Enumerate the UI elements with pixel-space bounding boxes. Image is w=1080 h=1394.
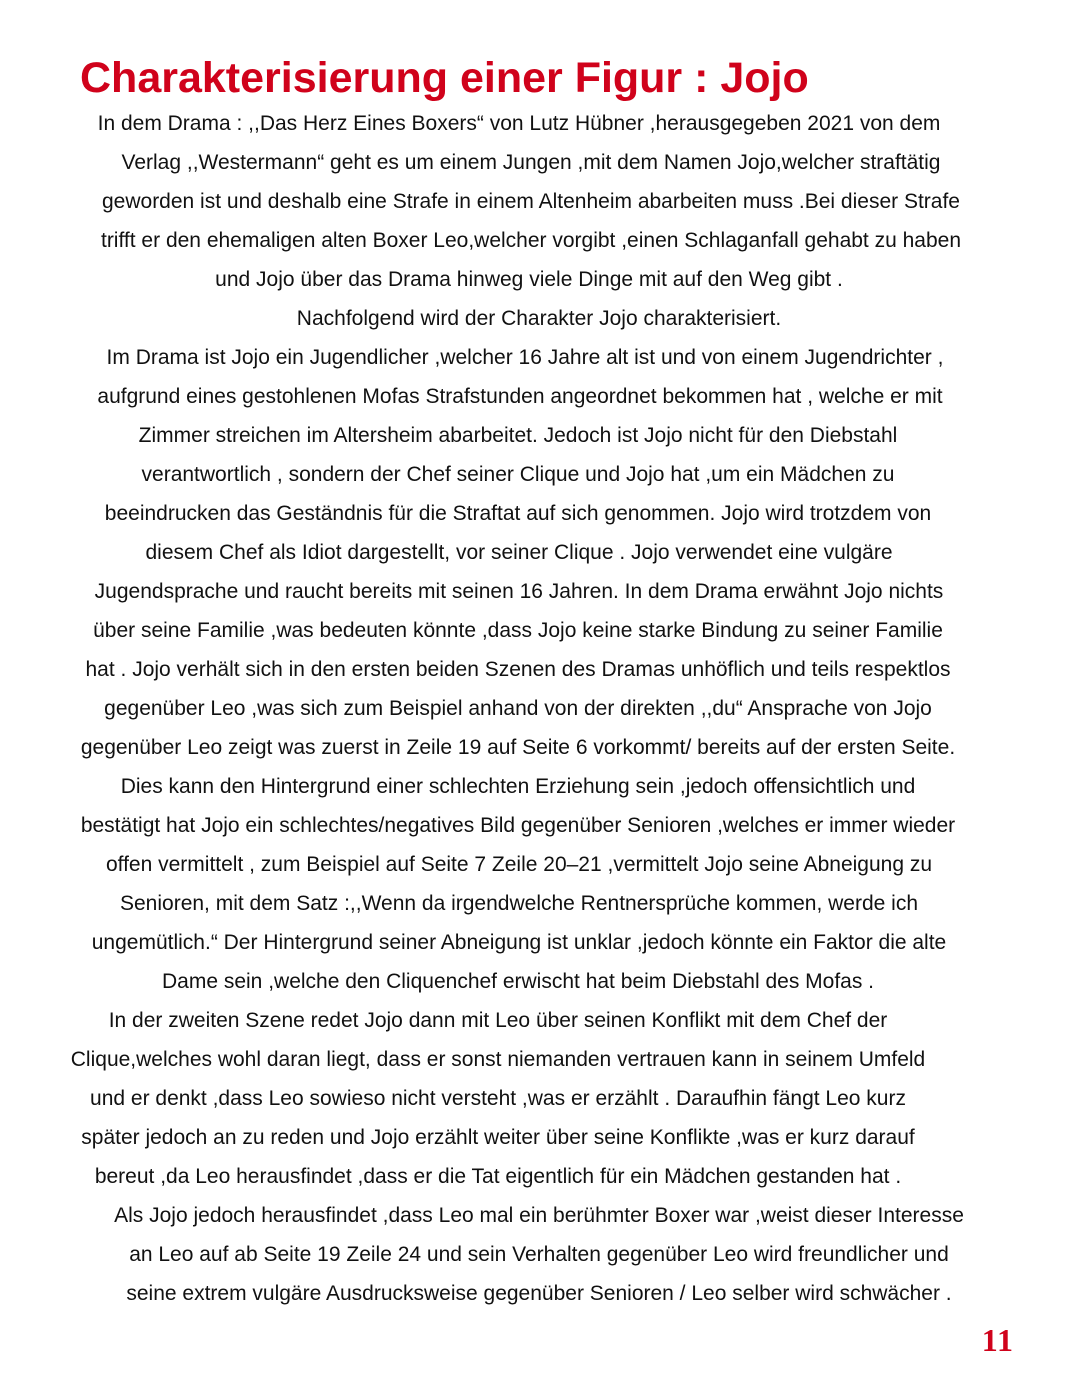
text-line: bestätigt hat Jojo ein schlechtes/negatives Bild gegenüber Senioren ,welches er immer wieder xyxy=(80,814,956,837)
text-line: aufgrund eines gestohlenen Mofas Strafstunden angeordnet bekommen hat , welche er mit xyxy=(97,385,943,408)
text-line: ungemütlich.“ Der Hintergrund seiner Abneigung ist unklar ,jedoch könnte ein Faktor die alte xyxy=(91,931,947,954)
text-line: Jugendsprache und raucht bereits mit seinen 16 Jahren. In dem Drama erwähnt Jojo nichts xyxy=(94,580,944,603)
text-line: an Leo auf ab Seite 19 Zeile 24 und sein Verhalten gegenüber Leo wird freundlicher und xyxy=(129,1243,949,1266)
text-line: offen vermittelt , zum Beispiel auf Seite 7 Zeile 20–21 ,vermittelt Jojo seine Abneigung zu xyxy=(105,853,933,876)
text-line: seine extrem vulgäre Ausdrucksweise gegenüber Senioren / Leo selber wird schwächer . xyxy=(126,1282,952,1305)
text-line: In der zweiten Szene redet Jojo dann mit Leo über seinen Konflikt mit dem Chef der xyxy=(108,1009,888,1032)
text-line: Als Jojo jedoch herausfindet ,dass Leo mal ein berühmter Boxer war ,weist dieser Interesse xyxy=(114,1204,964,1227)
text-line: Dame sein ,welche den Cliquenchef erwischt hat beim Diebstahl des Mofas . xyxy=(161,970,875,993)
text-line: und er denkt ,dass Leo sowieso nicht versteht ,was er erzählt . Daraufhin fängt Leo kurz xyxy=(90,1087,906,1110)
text-line: und Jojo über das Drama hinweg viele Dinge mit auf den Weg gibt . xyxy=(215,268,843,291)
text-line: Nachfolgend wird der Charakter Jojo charakterisiert. xyxy=(296,307,782,330)
text-line: verantwortlich , sondern der Chef seiner Clique und Jojo hat ,um ein Mädchen zu xyxy=(141,463,895,486)
text-line: beeindrucken das Geständnis für die Straftat auf sich genommen. Jojo wird trotzdem von xyxy=(104,502,932,525)
text-line: Verlag ,,Westermann“ geht es um einem Jungen ,mit dem Namen Jojo,welcher straftätig xyxy=(121,151,941,174)
text-line: diesem Chef als Idiot dargestellt, vor seiner Clique . Jojo verwendet eine vulgäre xyxy=(145,541,893,564)
text-line: Im Drama ist Jojo ein Jugendlicher ,welcher 16 Jahre alt ist und von einem Jugendrichter , xyxy=(106,346,944,369)
text-line: Clique,welches wohl daran liegt, dass er sonst niemanden vertrauen kann in seinem Umfeld xyxy=(70,1048,926,1071)
text-line: über seine Familie ,was bedeuten könnte ,dass Jojo keine starke Bindung zu seiner Familie xyxy=(93,619,943,642)
text-line: In dem Drama : ,,Das Herz Eines Boxers“ von Lutz Hübner ,herausgegeben 2021 von dem xyxy=(97,112,941,135)
text-line: Zimmer streichen im Altersheim abarbeitet. Jedoch ist Jojo nicht für den Diebstahl xyxy=(138,424,898,447)
text-line: hat . Jojo verhält sich in den ersten beiden Szenen des Dramas unhöflich und teils respektlos xyxy=(85,658,951,681)
text-line: gegenüber Leo zeigt was zuerst in Zeile 19 auf Seite 6 vorkommt/ bereits auf der ersten Seite. xyxy=(80,736,956,759)
text-line: Dies kann den Hintergrund einer schlechten Erziehung sein ,jedoch offensichtlich und xyxy=(120,775,916,798)
text-line: trifft er den ehemaligen alten Boxer Leo,welcher vorgibt ,einen Schlaganfall gehabt zu haben xyxy=(100,229,961,252)
page-title: Charakterisierung einer Figur : Jojo xyxy=(80,54,809,102)
text-line: geworden ist und deshalb eine Strafe in einem Altenheim abarbeiten muss .Bei dieser Strafe xyxy=(101,190,960,213)
text-line: bereut ,da Leo herausfindet ,dass er die Tat eigentlich für ein Mädchen gestanden hat . xyxy=(94,1165,902,1188)
text-line: später jedoch an zu reden und Jojo erzählt weiter über seine Konflikte ,was er kurz darauf xyxy=(81,1126,915,1149)
text-line: Senioren, mit dem Satz :,,Wenn da irgendwelche Rentnersprüche kommen, werde ich xyxy=(119,892,918,915)
text-line: gegenüber Leo ,was sich zum Beispiel anhand von der direkten ,,du“ Ansprache von Jojo xyxy=(104,697,932,720)
page-number: 11 xyxy=(981,1322,1014,1358)
